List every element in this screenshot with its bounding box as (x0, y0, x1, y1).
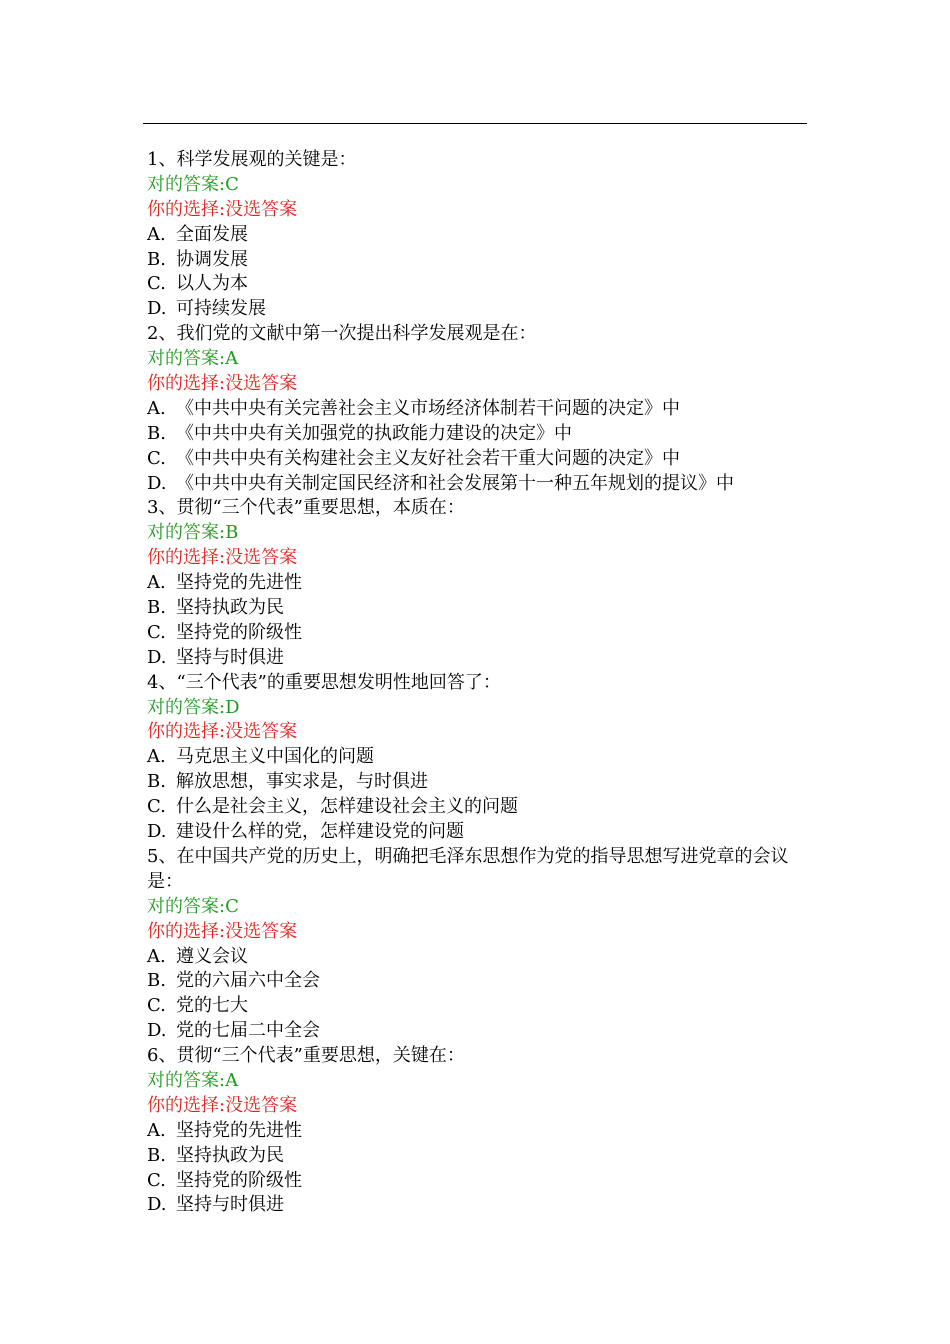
option-text: 坚持执政为民 (176, 1144, 284, 1166)
option-key: D. (147, 1020, 167, 1042)
question-stem: 2、我们党的文献中第一次提出科学发展观是在： (147, 323, 537, 345)
option-text: 《中共中央有关制定国民经济和社会发展第十一种五年规划的提议》中 (176, 472, 734, 494)
option-c (147, 272, 797, 297)
user-choice: 你的选择:没选答案 (147, 198, 298, 220)
option-b (147, 969, 797, 994)
option-key: D. (147, 646, 167, 668)
option-text: 《中共中央有关完善社会主义市场经济体制若干问题的决定》中 (176, 397, 680, 419)
option-key: A. (147, 1119, 166, 1141)
option-key: B. (147, 771, 166, 793)
option-text: 马克思主义中国化的问题 (176, 746, 374, 768)
user-choice: 你的选择:没选答案 (147, 721, 298, 743)
question-block (147, 322, 797, 496)
correct-answer: 对的答案:A (147, 1069, 239, 1091)
option-d (147, 1193, 797, 1218)
option-text: 《中共中央有关加强党的执政能力建设的决定》中 (176, 422, 572, 444)
user-choice: 你的选择:没选答案 (147, 920, 298, 942)
option-c (147, 994, 797, 1019)
option-key: B. (147, 1144, 166, 1166)
user-choice: 你的选择:没选答案 (147, 373, 298, 395)
option-text: 全面发展 (176, 223, 248, 245)
option-text: 坚持与时俱进 (176, 646, 284, 668)
correct-answer: 对的答案:D (147, 696, 240, 718)
option-key: B. (147, 970, 166, 992)
option-d (147, 297, 797, 322)
option-text: 党的七大 (176, 995, 248, 1017)
option-b (147, 1144, 797, 1169)
option-key: B. (147, 597, 166, 619)
question-stem: 1、科学发展观的关键是： (147, 149, 357, 170)
option-a (147, 1119, 797, 1144)
option-text: 协调发展 (176, 248, 248, 270)
question-stem: 5、在中国共产党的历史上，明确把毛泽东思想作为党的指导思想写进党章的会议是： (147, 845, 789, 892)
option-text: 《中共中央有关构建社会主义友好社会若干重大问题的决定》中 (176, 447, 680, 469)
option-d (147, 472, 797, 497)
option-a (147, 945, 797, 970)
option-key: A. (147, 223, 166, 245)
option-key: D. (147, 821, 167, 843)
option-key: C. (147, 621, 166, 643)
user-choice: 你的选择:没选答案 (147, 1094, 298, 1116)
option-key: C. (147, 796, 166, 818)
option-key: B. (147, 248, 166, 270)
option-d (147, 1019, 797, 1044)
question-block (147, 845, 797, 1044)
option-key: A. (147, 572, 166, 594)
option-a (147, 745, 797, 770)
question-stem: 4、“三个代表”的重要思想发明性地回答了： (147, 671, 501, 693)
option-text: 坚持党的阶级性 (176, 621, 302, 643)
question-block (147, 1044, 797, 1218)
option-text: 坚持党的先进性 (176, 572, 302, 594)
option-key: D. (147, 472, 167, 494)
option-b (147, 596, 797, 621)
correct-answer: 对的答案:C (147, 173, 239, 195)
option-text: 党的六届六中全会 (176, 970, 320, 992)
option-key: C. (147, 995, 166, 1017)
option-a (147, 223, 797, 248)
correct-answer: 对的答案:B (147, 522, 239, 544)
option-text: 什么是社会主义，怎样建设社会主义的问题 (176, 796, 518, 818)
option-key: B. (147, 422, 166, 444)
option-text: 遵义会议 (176, 945, 248, 967)
option-b (147, 248, 797, 273)
option-b (147, 422, 797, 447)
question-block (147, 148, 797, 322)
option-c (147, 795, 797, 820)
option-text: 坚持党的先进性 (176, 1119, 302, 1141)
option-key: C. (147, 1169, 166, 1191)
option-d (147, 820, 797, 845)
option-key: D. (147, 1194, 167, 1216)
correct-answer: 对的答案:A (147, 348, 239, 370)
option-a (147, 571, 797, 596)
option-text: 坚持与时俱进 (176, 1194, 284, 1216)
option-text: 坚持党的阶级性 (176, 1169, 302, 1191)
option-key: A. (147, 945, 166, 967)
option-text: 坚持执政为民 (176, 597, 284, 619)
question-block (147, 671, 797, 845)
header-rule (143, 123, 807, 124)
option-key: C. (147, 447, 166, 469)
option-d (147, 646, 797, 671)
option-key: A. (147, 397, 166, 419)
option-key: A. (147, 746, 166, 768)
option-c (147, 621, 797, 646)
option-c (147, 447, 797, 472)
question-stem: 3、贯彻“三个代表”重要思想，本质在： (147, 497, 465, 519)
option-text: 以人为本 (176, 273, 248, 295)
option-text: 建设什么样的党，怎样建设党的问题 (176, 821, 464, 843)
option-text: 党的七届二中全会 (176, 1020, 320, 1042)
correct-answer: 对的答案:C (147, 895, 239, 917)
option-c (147, 1169, 797, 1194)
option-text: 解放思想，事实求是，与时俱进 (176, 771, 428, 793)
question-stem: 6、贯彻“三个代表”重要思想，关键在： (147, 1045, 465, 1067)
user-choice: 你的选择:没选答案 (147, 547, 298, 569)
option-key: C. (147, 273, 166, 295)
question-block (147, 496, 797, 670)
option-text: 可持续发展 (176, 298, 266, 320)
option-a (147, 397, 797, 422)
quiz-content (147, 148, 797, 1218)
option-key: D. (147, 298, 167, 320)
option-b (147, 770, 797, 795)
